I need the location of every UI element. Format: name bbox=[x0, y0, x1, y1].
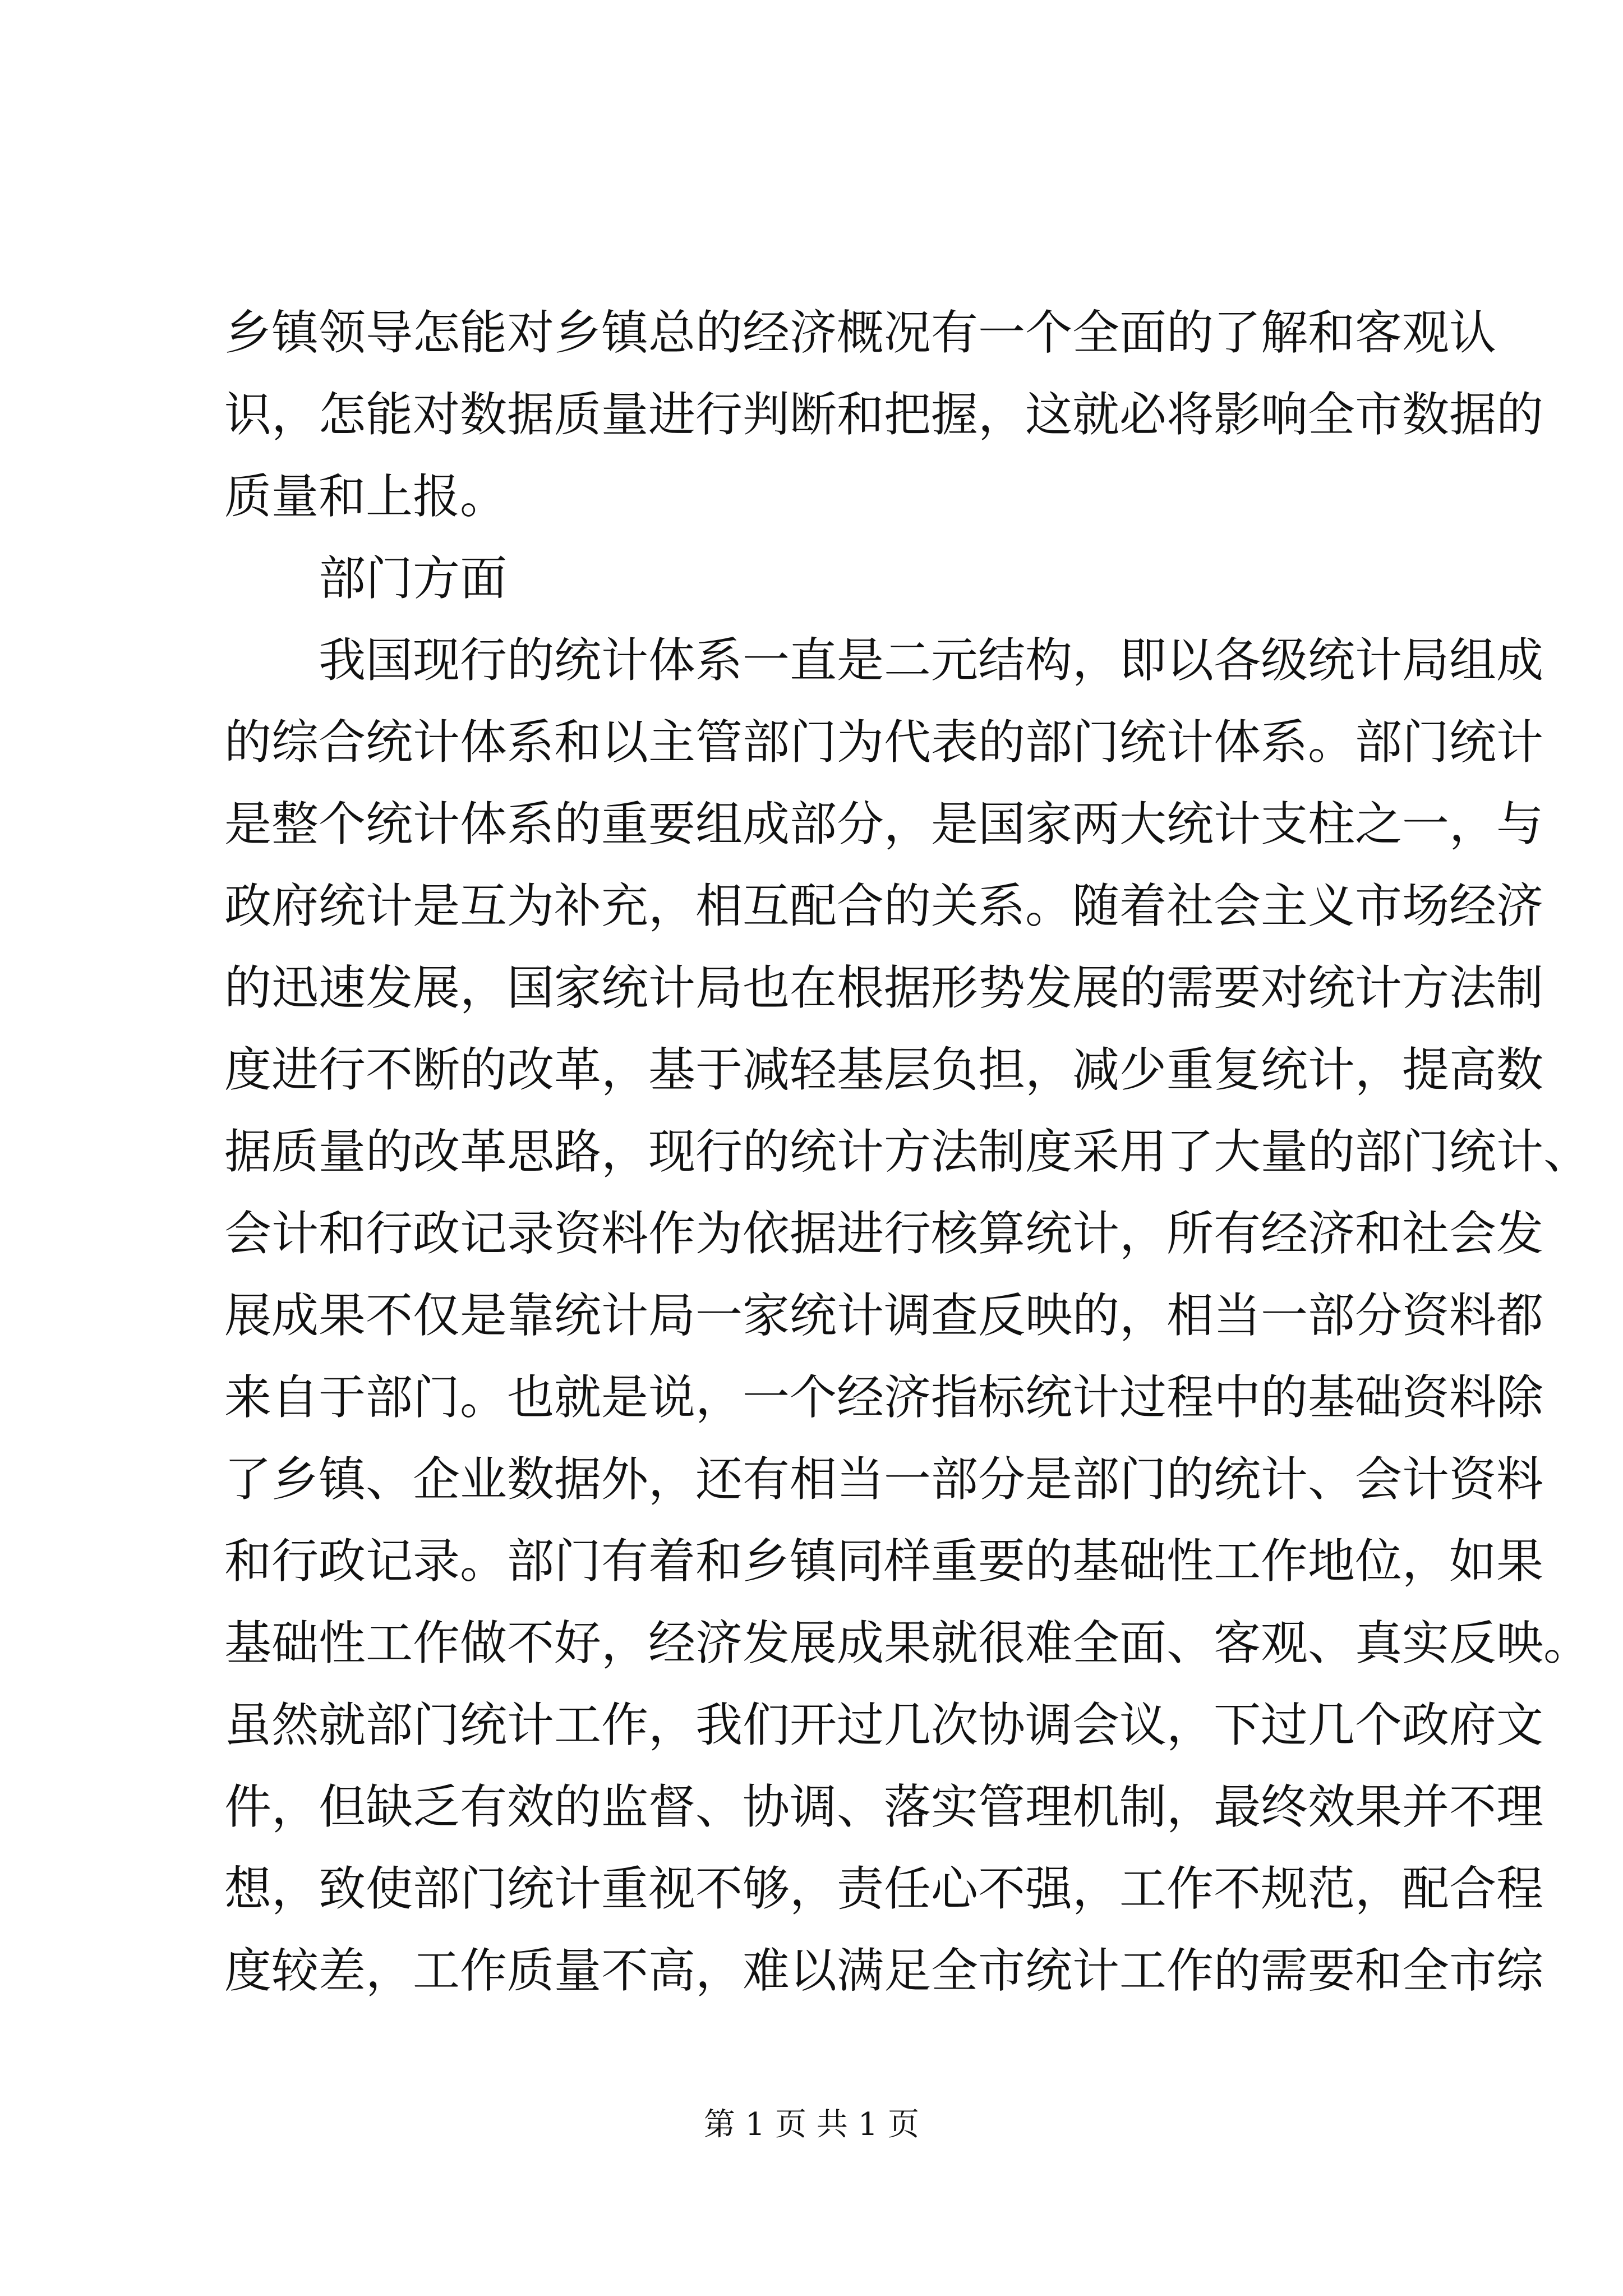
body-line: 我国现行的统计体系一直是二元结构，即以各级统计局组成 bbox=[319, 633, 1544, 688]
body-line: 是整个统计体系的重要组成部分，是国家两大统计支柱之一，与 bbox=[224, 797, 1544, 852]
body-line: 政府统计是互为补充，相互配合的关系。随着社会主义市场经济 bbox=[224, 878, 1544, 933]
body-line: 识，怎能对数据质量进行判断和把握，这就必将影响全市数据的 bbox=[224, 387, 1544, 442]
body-line: 度较差，工作质量不高，难以满足全市统计工作的需要和全市综 bbox=[224, 1943, 1544, 1998]
body-line: 来自于部门。也就是说，一个经济指标统计过程中的基础资料除 bbox=[224, 1370, 1544, 1425]
body-line: 基础性工作做不好，经济发展成果就很难全面、客观、真实反映。 bbox=[224, 1616, 1591, 1671]
body-line: 度进行不断的改革，基于减轻基层负担，减少重复统计，提高数 bbox=[224, 1042, 1544, 1097]
page-number: 第 1 页 共 1 页 bbox=[703, 2106, 920, 2143]
body-line: 和行政记录。部门有着和乡镇同样重要的基础性工作地位，如果 bbox=[224, 1534, 1544, 1589]
body-line: 虽然就部门统计工作，我们开过几次协调会议，下过几个政府文 bbox=[224, 1697, 1544, 1752]
body-line: 的迅速发展，国家统计局也在根据形势发展的需要对统计方法制 bbox=[224, 960, 1544, 1015]
section-heading: 部门方面 bbox=[319, 551, 508, 606]
body-line: 据质量的改革思路，现行的统计方法制度采用了大量的部门统计、 bbox=[224, 1124, 1591, 1179]
body-line: 乡镇领导怎能对乡镇总的经济概况有一个全面的了解和客观认 bbox=[224, 305, 1497, 360]
body-line: 件，但缺乏有效的监督、协调、落实管理机制，最终效果并不理 bbox=[224, 1779, 1544, 1834]
body-line: 展成果不仅是靠统计局一家统计调查反映的，相当一部分资料都 bbox=[224, 1288, 1544, 1343]
body-line: 会计和行政记录资料作为依据进行核算统计，所有经济和社会发 bbox=[224, 1206, 1544, 1261]
body-line: 想，致使部门统计重视不够，责任心不强，工作不规范，配合程 bbox=[224, 1861, 1544, 1916]
page-footer bbox=[0, 2102, 1623, 2147]
body-line: 的综合统计体系和以主管部门为代表的部门统计体系。部门统计 bbox=[224, 715, 1544, 770]
body-line: 了乡镇、企业数据外，还有相当一部分是部门的统计、会计资料 bbox=[224, 1452, 1544, 1507]
body-text bbox=[224, 292, 1591, 2012]
body-line: 质量和上报。 bbox=[224, 469, 508, 524]
